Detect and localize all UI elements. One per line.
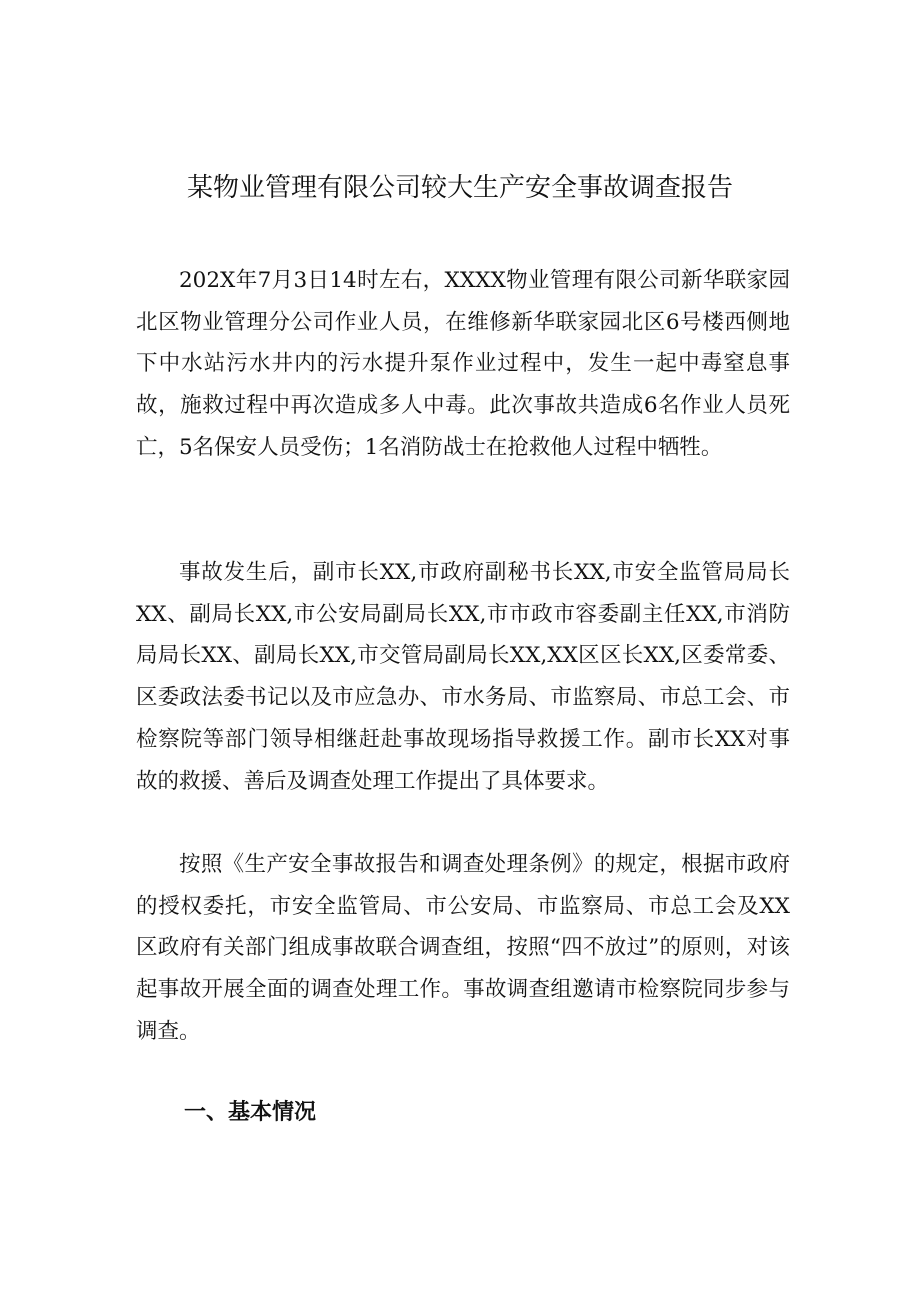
paragraph-incident-summary: 202X年7月3日14时左右，XXXX物业管理有限公司新华联家园北区物业管理分公司作业人员，在维修新华联家园北区6号楼西侧地下中水站污水井内的污水提升泵作业过程中，发生一起中毒窒息事故，施救过程中再次造成多人中毒。此次事故共造成6名作业人员死亡，5名保安人员受伤；1名消防战士在抢救他人过程中牺牲。 — [136, 268, 790, 460]
section-heading-basic-info: 一、基本情况 — [184, 1100, 317, 1125]
paragraph-emergency-response: 事故发生后，副市长XX,市政府副秘书长XX,市安全监管局局长XX、副局长XX,市公安局副局长XX,市市政市容委副主任XX,市消防局局长XX、副局长XX,市交管局副局长XX,XX区区长XX,区委常委、区委政法委书记以及市应急办、市水务局、市监察局、市总工会、市检察院等部门领导相继赶赴事故现场指导救援工作。副市长XX对事故的救援、善后及调查处理工作提出了具体要求。 — [136, 560, 790, 794]
paragraph-investigation-setup: 按照《生产安全事故报告和调查处理条例》的规定，根据市政府的授权委托，市安全监管局、市公安局、市监察局、市总工会及XX区政府有关部门组成事故联合调查组，按照“四不放过”的原则，对该起事故开展全面的调查处理工作。事故调查组邀请市检察院同步参与调查。 — [136, 852, 790, 1044]
document-title: 某物业管理有限公司较大生产安全事故调查报告 — [186, 173, 733, 203]
